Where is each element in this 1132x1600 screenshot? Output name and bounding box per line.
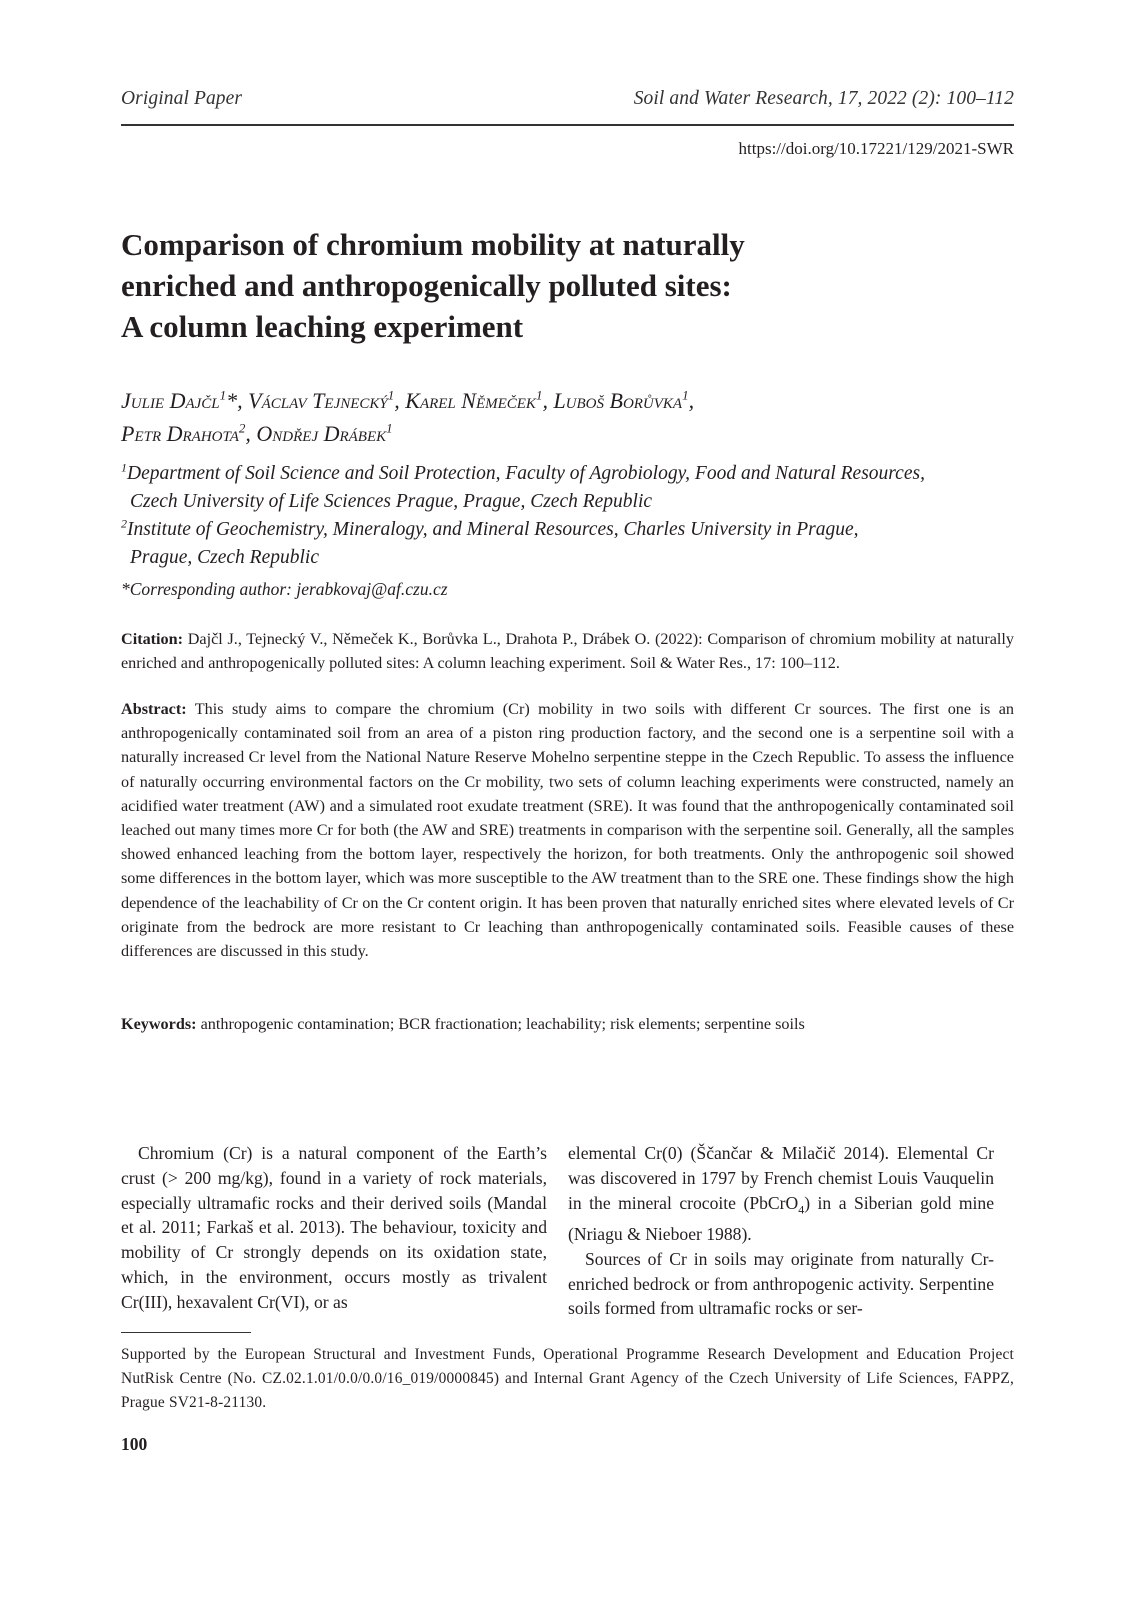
abstract-block xyxy=(121,697,1014,963)
affiliation-line xyxy=(121,516,1021,544)
footnote-rule xyxy=(121,1332,251,1333)
abstract-label: Abstract: xyxy=(121,700,187,718)
body-text: ) in a Siberian gold mine (Nriagu & Nieboer 1988). xyxy=(568,1192,995,1244)
corresponding-mark: *, xyxy=(226,388,243,413)
keywords-block xyxy=(121,1012,1014,1036)
affiliation-line: Czech University of Life Sciences Prague, Prague, Czech Republic xyxy=(130,491,653,512)
title-line: enriched and anthropogenically polluted sites: xyxy=(121,268,732,303)
author-name: Karel Němeček xyxy=(405,388,536,413)
journal-citation-header: Soil and Water Research, 17, 2022 (2): 100–112 xyxy=(633,88,1014,109)
affiliation-text: Institute of Geochemistry, Mineralogy, and Mineral Resources, Charles University in Prague, xyxy=(127,519,859,540)
body-paragraph xyxy=(568,1141,994,1247)
doi-link[interactable]: https://doi.org/10.17221/129/2021-SWR xyxy=(738,139,1014,158)
citation-text: Dajčl J., Tejnecký V., Němeček K., Borůvka L., Drahota P., Drábek O. (2022): Comparison of chromium mobility at naturally enriched and anthropogenically polluted sites: A column leaching experiment. Soil & Water Res., 17: 100–112. xyxy=(121,630,1014,673)
funding-footnote: Supported by the European Structural and Investment Funds, Operational Programme Research Development and Education Project NutRisk Centre (No. CZ.02.1.01/0.0/0.0/16_019/0000845) and Internal Grant Agency of the Czech University of Life Sciences, FAPPZ, Prague SV21-8-21130. xyxy=(121,1346,1014,1412)
author-name: Ondřej Drábek xyxy=(256,421,387,446)
author-affil-sup: 1 xyxy=(682,387,689,403)
author-affil-sup: 2 xyxy=(238,420,246,436)
body-paragraph: Chromium (Cr) is a natural component of the Earth’s crust (> 200 mg/kg), found in a variety of rock materials, especially ultramafic rocks and their derived soils (Mandal et al. 2011; Farkaš et al. 2013). The behaviour, toxicity and mobility of Cr strongly depends on its oxidation state, which, in the environment, occurs mostly as trivalent Cr(III), hexavalent Cr(VI), or as xyxy=(121,1143,547,1312)
body-text: elemental Cr(0) (Ščančar & Milačič 2014). Elemental Cr was discovered in 1797 by French chemist Louis Vauquelin in the mineral crocoite (PbCrO xyxy=(568,1143,994,1213)
author-line xyxy=(121,384,1021,417)
affiliation-1 xyxy=(121,460,1021,516)
affiliation-2 xyxy=(121,516,1021,572)
author-separator: , xyxy=(542,388,554,413)
author-list xyxy=(121,384,1021,450)
author-separator: , xyxy=(394,388,406,413)
author-name: Luboš Borůvka xyxy=(553,388,683,413)
title-line: Comparison of chromium mobility at naturally xyxy=(121,227,745,262)
journal-section-label: Original Paper xyxy=(121,88,243,109)
citation-block xyxy=(121,627,1014,675)
affiliation-line: Prague, Czech Republic xyxy=(130,547,319,568)
author-separator: , xyxy=(245,421,257,446)
page-number: 100 xyxy=(121,1434,148,1454)
author-line xyxy=(121,417,1021,450)
author-affil-sup: 1 xyxy=(535,387,543,403)
author-affil-sup: 1 xyxy=(387,387,395,403)
keywords-label: Keywords: xyxy=(121,1015,197,1033)
article-title xyxy=(121,224,1021,347)
author-affil-sup: 1 xyxy=(386,420,393,436)
affiliation-line xyxy=(121,460,1021,488)
author-affil-sup: 1 xyxy=(219,387,227,403)
body-column-left xyxy=(121,1141,547,1315)
body-paragraph: Sources of Cr in soils may originate from naturally Cr-enriched bedrock or from anthropogenic activity. Serpentine soils formed from ultramafic rocks or ser- xyxy=(568,1248,994,1319)
corresponding-author: *Corresponding author: jerabkovaj@af.czu.cz xyxy=(121,579,448,599)
header-rule xyxy=(121,124,1014,126)
abstract-text: This study aims to compare the chromium (Cr) mobility in two soils with different Cr sources. The first one is an anthropogenically contaminated soil from an area of a piston ring production factory, and the second one is a serpentine soil with a naturally increased Cr level from the National Nature Reserve Mohelno serpentine steppe in the Czech Republic. To assess the influence of naturally occurring environmental factors on the Cr mobility, two sets of column leaching experiments were constructed, namely an acidified water treatment (AW) and a simulated root exudate treatment (SRE). It was found that the anthropogenically contaminated soil leached out many times more Cr for both (the AW and SRE) treatments in comparison with the serpentine soil. Generally, all the samples showed enhanced leaching from the bottom layer, respectively the horizon, for both treatments. Only the anthropogenic soil showed some differences in the bottom layer, which was more susceptible to the AW treatment than to the SRE one. These findings show the high dependence of the leachability of Cr on the Cr content origin. It has been proven that naturally enriched sites where elevated levels of Cr originate from the bedrock are more resistant to Cr leaching than anthropogenically contaminated soils. Feasible causes of these differences are discussed in this study. xyxy=(121,700,1014,961)
author-name: Václav Tejnecký xyxy=(248,388,388,413)
title-line: A column leaching experiment xyxy=(121,309,524,344)
keywords-text: anthropogenic contamination; BCR fractionation; leachability; risk elements; serpentine soils xyxy=(196,1015,805,1033)
author-name: Petr Drahota xyxy=(121,421,239,446)
citation-label: Citation: xyxy=(121,630,184,648)
author-separator: , xyxy=(688,388,695,413)
affiliation-text: Department of Soil Science and Soil Protection, Faculty of Agrobiology, Food and Natural Resources, xyxy=(127,463,925,484)
affiliation-sup: 1 xyxy=(121,460,127,475)
affiliation-sup: 2 xyxy=(121,516,127,531)
body-column-right xyxy=(568,1141,994,1321)
author-name: Julie Dajčl xyxy=(121,388,220,413)
subscript: 4 xyxy=(798,1202,805,1217)
